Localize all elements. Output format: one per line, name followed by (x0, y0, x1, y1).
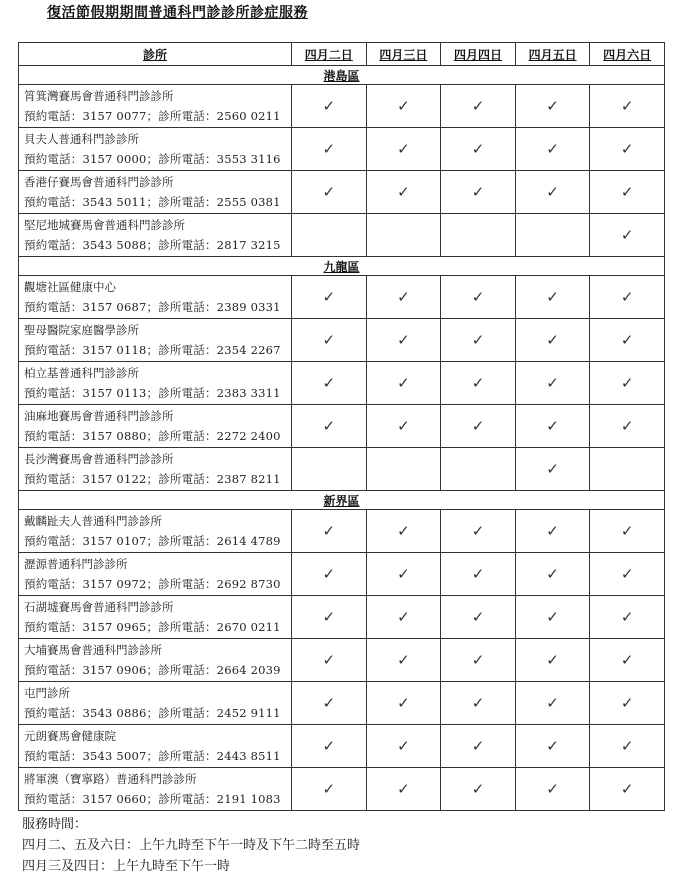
check-mark-icon: ✓ (471, 374, 485, 392)
region-heading: 新界區 (19, 491, 665, 510)
clinic-name: 長沙灣賽馬會普通科門診診所 (24, 452, 174, 466)
table-row (19, 319, 665, 362)
clinic-name: 將軍澳（寶寧路）普通科門診診所 (24, 772, 197, 786)
check-mark-icon: ✓ (322, 565, 336, 583)
table-header-row (19, 43, 665, 66)
day-cell (366, 276, 441, 319)
check-mark-icon: ✓ (471, 608, 485, 626)
day-cell (441, 510, 516, 553)
day-cell (292, 448, 367, 491)
day-cell (292, 553, 367, 596)
clinic-info-cell (19, 725, 292, 768)
table-row (19, 682, 665, 725)
day-cell (515, 171, 590, 214)
clinic-phones: 預約電話：3157 0113；診所電話：2383 3311 (24, 386, 281, 400)
check-mark-icon: ✓ (471, 288, 485, 306)
check-mark-icon: ✓ (397, 97, 410, 115)
day-cell (441, 682, 516, 725)
day-cell (366, 725, 441, 768)
day-cell (441, 553, 516, 596)
check-mark-icon: ✓ (397, 780, 410, 798)
clinic-phones: 預約電話：3157 0687；診所電話：2389 0331 (24, 300, 281, 314)
day-cell (366, 214, 441, 257)
day-column-header: 四月三日 (366, 43, 441, 66)
check-mark-icon: ✓ (471, 97, 485, 115)
day-cell (441, 639, 516, 682)
day-cell (441, 725, 516, 768)
check-mark-icon: ✓ (397, 140, 410, 158)
clinic-name: 香港仔賽馬會普通科門診診所 (24, 175, 174, 189)
check-mark-icon: ✓ (471, 565, 485, 583)
region-heading: 九龍區 (19, 257, 665, 276)
check-mark-icon: ✓ (322, 288, 336, 306)
day-cell (590, 596, 665, 639)
day-cell (366, 405, 441, 448)
day-cell (590, 639, 665, 682)
day-cell (366, 639, 441, 682)
day-cell (366, 596, 441, 639)
day-cell (515, 448, 590, 491)
day-cell (292, 276, 367, 319)
day-cell (366, 682, 441, 725)
check-mark-icon: ✓ (322, 522, 336, 540)
day-cell (366, 362, 441, 405)
day-cell (515, 362, 590, 405)
check-mark-icon: ✓ (471, 694, 485, 712)
clinic-phones: 預約電話：3157 0880；診所電話：2272 2400 (24, 429, 281, 443)
table-row (19, 362, 665, 405)
day-cell (292, 128, 367, 171)
day-cell (590, 448, 665, 491)
day-cell (441, 276, 516, 319)
check-mark-icon: ✓ (620, 780, 634, 798)
day-cell (515, 553, 590, 596)
table-row (19, 214, 665, 257)
check-mark-icon: ✓ (546, 608, 559, 626)
check-mark-icon: ✓ (397, 608, 410, 626)
clinic-name: 戴麟趾夫人普通科門診診所 (24, 514, 162, 528)
clinic-info-cell (19, 682, 292, 725)
day-cell (590, 362, 665, 405)
table-row (19, 85, 665, 128)
day-cell (590, 405, 665, 448)
table-row (19, 639, 665, 682)
check-mark-icon: ✓ (546, 651, 559, 669)
check-mark-icon: ✓ (397, 737, 410, 755)
check-mark-icon: ✓ (546, 780, 559, 798)
check-mark-icon: ✓ (620, 374, 634, 392)
day-cell (590, 214, 665, 257)
day-cell (366, 553, 441, 596)
clinic-info-cell (19, 596, 292, 639)
day-column-header: 四月四日 (441, 43, 516, 66)
day-cell (292, 596, 367, 639)
clinic-info-cell (19, 553, 292, 596)
day-cell (515, 682, 590, 725)
service-hours (22, 814, 360, 877)
clinic-name: 屯門診所 (24, 686, 70, 700)
day-column-header: 四月二日 (292, 43, 367, 66)
check-mark-icon: ✓ (471, 417, 485, 435)
day-cell (366, 448, 441, 491)
check-mark-icon: ✓ (620, 331, 634, 349)
clinic-phones: 預約電話：3157 0906；診所電話：2664 2039 (24, 663, 281, 677)
table-row (19, 596, 665, 639)
table-body (19, 66, 665, 811)
day-cell (441, 596, 516, 639)
day-cell (292, 639, 367, 682)
table-row (19, 448, 665, 491)
check-mark-icon: ✓ (322, 694, 336, 712)
table-row (19, 405, 665, 448)
check-mark-icon: ✓ (322, 183, 336, 201)
check-mark-icon: ✓ (471, 331, 485, 349)
check-mark-icon: ✓ (397, 694, 410, 712)
clinic-info-cell (19, 85, 292, 128)
day-cell (441, 128, 516, 171)
day-cell (292, 171, 367, 214)
region-row (19, 257, 665, 276)
check-mark-icon: ✓ (546, 522, 559, 540)
region-heading: 港島區 (19, 66, 665, 85)
check-mark-icon: ✓ (322, 737, 336, 755)
check-mark-icon: ✓ (620, 140, 634, 158)
day-cell (590, 128, 665, 171)
check-mark-icon: ✓ (397, 565, 410, 583)
day-cell (515, 768, 590, 811)
day-cell (292, 405, 367, 448)
clinic-name: 堅尼地城賽馬會普通科門診診所 (24, 218, 185, 232)
day-cell (515, 85, 590, 128)
day-column-header: 四月五日 (515, 43, 590, 66)
day-cell (590, 682, 665, 725)
day-cell (441, 405, 516, 448)
check-mark-icon: ✓ (546, 97, 559, 115)
day-cell (292, 214, 367, 257)
check-mark-icon: ✓ (471, 183, 485, 201)
day-cell (590, 768, 665, 811)
clinic-name: 石湖墟賽馬會普通科門診診所 (24, 600, 174, 614)
day-cell (441, 768, 516, 811)
day-cell (590, 85, 665, 128)
clinic-phones: 預約電話：3157 0077；診所電話：2560 0211 (24, 109, 281, 123)
check-mark-icon: ✓ (397, 183, 410, 201)
day-cell (366, 510, 441, 553)
check-mark-icon: ✓ (620, 608, 634, 626)
check-mark-icon: ✓ (471, 140, 485, 158)
check-mark-icon: ✓ (620, 288, 634, 306)
clinic-info-cell (19, 405, 292, 448)
day-cell (292, 768, 367, 811)
check-mark-icon: ✓ (620, 226, 634, 244)
clinic-info-cell (19, 171, 292, 214)
check-mark-icon: ✓ (546, 565, 559, 583)
day-cell (441, 171, 516, 214)
clinic-phones: 預約電話：3543 5007；診所電話：2443 8511 (24, 749, 281, 763)
day-cell (590, 319, 665, 362)
day-cell (515, 276, 590, 319)
service-hours-line: 四月二、五及六日：上午九時至下午一時及下午二時至五時 (22, 838, 361, 853)
clinic-phones: 預約電話：3157 0122；診所電話：2387 8211 (24, 472, 281, 486)
day-cell (515, 319, 590, 362)
check-mark-icon: ✓ (620, 183, 634, 201)
check-mark-icon: ✓ (546, 374, 559, 392)
check-mark-icon: ✓ (397, 374, 410, 392)
clinic-phones: 預約電話：3543 5011；診所電話：2555 0381 (24, 195, 281, 209)
check-mark-icon: ✓ (546, 460, 559, 478)
day-cell (441, 214, 516, 257)
day-cell (515, 405, 590, 448)
clinic-column-header: 診所 (19, 43, 292, 66)
day-cell (441, 362, 516, 405)
day-cell (292, 510, 367, 553)
check-mark-icon: ✓ (322, 374, 336, 392)
check-mark-icon: ✓ (620, 651, 634, 669)
check-mark-icon: ✓ (322, 780, 336, 798)
day-cell (441, 448, 516, 491)
check-mark-icon: ✓ (471, 737, 485, 755)
table-row (19, 725, 665, 768)
check-mark-icon: ✓ (322, 417, 336, 435)
day-cell (515, 128, 590, 171)
day-cell (515, 510, 590, 553)
day-cell (515, 214, 590, 257)
page-title: 復活節假期期間普通科門診診所診症服務 (47, 5, 308, 21)
check-mark-icon: ✓ (397, 417, 410, 435)
day-cell (441, 85, 516, 128)
day-cell (590, 510, 665, 553)
day-cell (292, 319, 367, 362)
day-cell (292, 725, 367, 768)
check-mark-icon: ✓ (546, 737, 559, 755)
clinic-schedule-table (18, 42, 665, 811)
clinic-phones: 預約電話：3157 0118；診所電話：2354 2267 (24, 343, 281, 357)
clinic-info-cell (19, 362, 292, 405)
clinic-info-cell (19, 510, 292, 553)
day-cell (590, 171, 665, 214)
clinic-name: 觀塘社區健康中心 (24, 280, 116, 294)
day-cell (292, 362, 367, 405)
clinic-phones: 預約電話：3157 0965；診所電話：2670 0211 (24, 620, 281, 634)
clinic-name: 瀝源普通科門診診所 (24, 557, 128, 571)
region-row (19, 66, 665, 85)
clinic-info-cell (19, 214, 292, 257)
check-mark-icon: ✓ (322, 331, 336, 349)
check-mark-icon: ✓ (322, 97, 336, 115)
day-cell (590, 553, 665, 596)
day-cell (292, 85, 367, 128)
check-mark-icon: ✓ (471, 522, 485, 540)
table-row (19, 553, 665, 596)
check-mark-icon: ✓ (546, 140, 559, 158)
day-cell (590, 276, 665, 319)
check-mark-icon: ✓ (546, 331, 559, 349)
clinic-phones: 預約電話：3157 0000；診所電話：3553 3116 (24, 152, 281, 166)
check-mark-icon: ✓ (397, 651, 410, 669)
clinic-info-cell (19, 319, 292, 362)
check-mark-icon: ✓ (546, 694, 559, 712)
day-cell (590, 725, 665, 768)
check-mark-icon: ✓ (397, 522, 410, 540)
clinic-phones: 預約電話：3543 0886；診所電話：2452 9111 (24, 706, 281, 720)
clinic-name: 筲箕灣賽馬會普通科門診診所 (24, 89, 174, 103)
service-hours-heading: 服務時間： (22, 817, 88, 832)
check-mark-icon: ✓ (471, 651, 485, 669)
check-mark-icon: ✓ (546, 417, 559, 435)
table-row (19, 128, 665, 171)
table-row (19, 276, 665, 319)
day-cell (292, 682, 367, 725)
check-mark-icon: ✓ (322, 651, 336, 669)
clinic-info-cell (19, 448, 292, 491)
check-mark-icon: ✓ (397, 288, 410, 306)
clinic-phones: 預約電話：3157 0107；診所電話：2614 4789 (24, 534, 281, 548)
check-mark-icon: ✓ (471, 780, 485, 798)
check-mark-icon: ✓ (546, 183, 559, 201)
clinic-name: 貝夫人普通科門診診所 (24, 132, 139, 146)
check-mark-icon: ✓ (620, 737, 634, 755)
clinic-info-cell (19, 276, 292, 319)
day-cell (515, 639, 590, 682)
check-mark-icon: ✓ (546, 288, 559, 306)
clinic-info-cell (19, 768, 292, 811)
day-cell (366, 85, 441, 128)
table-row (19, 171, 665, 214)
day-cell (366, 319, 441, 362)
clinic-phones: 預約電話：3543 5088；診所電話：2817 3215 (24, 238, 281, 252)
clinic-phones: 預約電話：3157 0972；診所電話：2692 8730 (24, 577, 281, 591)
clinic-info-cell (19, 639, 292, 682)
check-mark-icon: ✓ (620, 97, 634, 115)
service-hours-line: 四月三及四日：上午九時至下午一時 (22, 859, 231, 874)
table-row (19, 768, 665, 811)
check-mark-icon: ✓ (620, 522, 634, 540)
clinic-phones: 預約電話：3157 0660；診所電話：2191 1083 (24, 792, 281, 806)
day-cell (366, 768, 441, 811)
day-cell (441, 319, 516, 362)
day-cell (515, 596, 590, 639)
day-column-header: 四月六日 (590, 43, 665, 66)
region-row (19, 491, 665, 510)
clinic-info-cell (19, 128, 292, 171)
check-mark-icon: ✓ (322, 140, 336, 158)
check-mark-icon: ✓ (620, 694, 634, 712)
check-mark-icon: ✓ (620, 565, 634, 583)
check-mark-icon: ✓ (620, 417, 634, 435)
day-cell (366, 171, 441, 214)
clinic-name: 元朗賽馬會健康院 (24, 729, 116, 743)
day-cell (366, 128, 441, 171)
clinic-name: 聖母醫院家庭醫學診所 (24, 323, 139, 337)
day-cell (515, 725, 590, 768)
table-row (19, 510, 665, 553)
check-mark-icon: ✓ (322, 608, 336, 626)
clinic-name: 油麻地賽馬會普通科門診診所 (24, 409, 174, 423)
clinic-name: 大埔賽馬會普通科門診診所 (24, 643, 162, 657)
check-mark-icon: ✓ (397, 331, 410, 349)
clinic-name: 柏立基普通科門診診所 (24, 366, 139, 380)
